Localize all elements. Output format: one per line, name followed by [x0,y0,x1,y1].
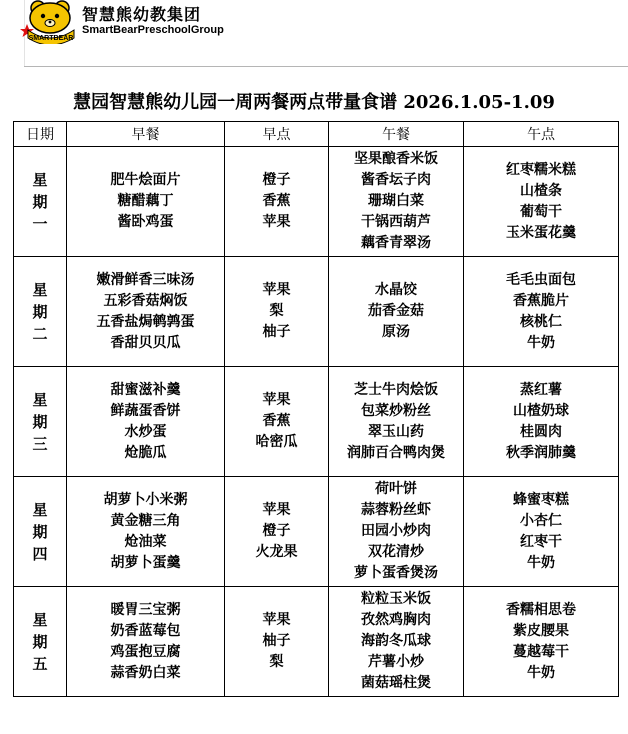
menu-item: 香甜贝贝瓜 [110,334,181,351]
menu-item: 苹果 [262,612,291,628]
menu-item: 润肺百合鸭肉煲 [347,444,445,461]
table-row [14,147,619,257]
breakfast-cell [67,147,225,257]
menu-item: 蒸红薯 [520,381,562,398]
menu-item: 小杏仁 [520,512,562,529]
menu-item: 芹薯小炒 [368,654,424,670]
menu-item: 粒粒玉米饭 [361,591,431,607]
menu-item: 胡萝卜小米粥 [103,491,188,508]
menu-item: 藕香青翠汤 [361,235,431,251]
afternoon-snack-cell [464,257,619,367]
day-label-char: 期 [32,302,48,321]
menu-item: 哈密瓜 [255,434,298,450]
menu-item: 红枣干 [520,533,562,550]
smartbear-logo [18,0,78,44]
menu-item: 茄香金菇 [368,303,424,319]
menu-item: 毛毛虫面包 [506,271,576,288]
menu-item: 奶香蓝莓包 [110,622,181,639]
menu-item: 五彩香菇焖饭 [103,292,188,309]
menu-item: 炝油菜 [124,533,167,550]
menu-item: 蒜蓉粉丝虾 [361,502,431,518]
menu-item: 芝士牛肉烩饭 [354,381,438,398]
breakfast-cell [67,587,225,697]
day-label-char: 星 [32,390,48,409]
morning-snack-cell [225,587,329,697]
menu-item: 酱香坛子肉 [361,172,431,188]
menu-item: 甜蜜滋补羹 [110,381,181,398]
menu-item: 萝卜蛋香煲汤 [354,565,438,581]
lunch-cell [329,367,464,477]
logo-text: SMARTBEAR [28,35,74,42]
menu-item: 香蕉 [262,193,291,209]
menu-item: 红枣糯米糕 [506,161,576,178]
menu-item: 玉米蛋花羹 [506,224,576,241]
menu-item: 葡萄干 [520,203,562,220]
table-row [14,367,619,477]
lunch-cell [329,587,464,697]
menu-item: 秋季润肺羹 [506,444,576,461]
menu-item: 香蕉 [262,413,291,429]
menu-item: 蒜香奶白菜 [110,664,181,681]
breakfast-cell [67,477,225,587]
day-label-char: 期 [32,412,48,431]
header-divider [24,66,628,67]
menu-item: 梨 [269,654,284,670]
menu-item: 橙子 [262,172,291,188]
menu-item: 荷叶饼 [375,481,417,497]
day-label-char: 五 [32,654,48,673]
menu-item: 五香盐焗鹌鹑蛋 [96,313,195,330]
menu-item: 核桃仁 [520,313,562,330]
menu-item: 柚子 [262,324,291,340]
day-label-char: 二 [32,324,48,343]
menu-item: 菌菇瑶柱煲 [361,675,431,691]
header-breakfast: 早餐 [67,122,225,147]
day-cell [14,477,67,587]
table-row [14,477,619,587]
menu-item: 坚果酿香米饭 [354,151,438,167]
menu-item: 嫩滑鲜香三味汤 [96,271,195,288]
menu-item: 苹果 [262,214,291,230]
day-label-char: 期 [32,192,48,211]
header-afternoon-snack: 午点 [464,122,619,147]
afternoon-snack-cell [464,587,619,697]
menu-item: 苹果 [262,282,291,298]
menu-item: 糖醋藕丁 [117,193,174,209]
menu-item: 黄金糖三角 [110,512,181,529]
menu-item: 蜂蜜枣糕 [513,491,569,508]
menu-item: 孜然鸡胸肉 [361,612,431,628]
menu-item: 山楂奶球 [513,402,569,419]
brand-name-english: SmartBearPreschoolGroup [82,24,224,36]
menu-item: 香蕉脆片 [513,292,569,309]
menu-item: 柚子 [262,633,291,649]
afternoon-snack-cell [464,477,619,587]
menu-item: 牛奶 [527,334,555,351]
header-lunch: 午餐 [329,122,464,147]
header-date: 日期 [14,122,67,147]
menu-item: 田园小炒肉 [361,523,431,539]
day-label-char: 期 [32,522,48,541]
menu-item: 原汤 [382,324,410,340]
menu-item: 包菜炒粉丝 [361,402,431,419]
menu-item: 酱卧鸡蛋 [117,214,174,230]
afternoon-snack-cell [464,367,619,477]
menu-item: 苹果 [262,502,291,518]
menu-item: 蔓越莓干 [513,643,569,660]
day-cell [14,147,67,257]
menu-item: 珊瑚白菜 [368,193,424,209]
lunch-cell [329,257,464,367]
menu-item: 牛奶 [527,554,555,571]
lunch-cell [329,477,464,587]
lunch-cell [329,147,464,257]
morning-snack-cell [225,257,329,367]
menu-item: 山楂条 [520,182,562,199]
table-header-row [14,122,619,147]
menu-item: 干锅西葫芦 [361,214,431,230]
day-label-char: 星 [32,610,48,629]
menu-item: 香糯相思卷 [506,601,576,618]
weekly-menu-table [13,121,619,697]
menu-item: 炝脆瓜 [124,444,167,461]
morning-snack-cell [225,147,329,257]
day-label-char: 三 [32,434,48,453]
menu-item: 海韵冬瓜球 [361,633,431,649]
menu-item: 火龙果 [255,544,298,560]
menu-title: 慧园智慧熊幼儿园一周两餐两点带量食谱 2026.1.05-1.09 [73,92,555,113]
header-morning-snack: 早点 [225,122,329,147]
day-cell [14,257,67,367]
day-label-char: 星 [32,500,48,519]
menu-item: 橙子 [262,523,291,539]
menu-item: 胡萝卜蛋羹 [110,554,181,571]
day-cell [14,367,67,477]
menu-item: 鸡蛋抱豆腐 [110,643,181,660]
menu-item: 翠玉山药 [368,423,424,440]
morning-snack-cell [225,477,329,587]
brand-name-chinese: 智慧熊幼教集团 [82,5,202,24]
menu-item: 紫皮腰果 [513,622,569,639]
menu-item: 梨 [269,303,284,319]
menu-item: 牛奶 [527,664,555,681]
day-cell [14,587,67,697]
day-label-char: 期 [32,632,48,651]
menu-item: 水炒蛋 [124,423,167,440]
menu-item: 鲜蔬蛋香饼 [110,402,181,419]
menu-item: 桂圆肉 [520,423,562,440]
menu-item: 暖胃三宝粥 [110,601,181,618]
breakfast-cell [67,367,225,477]
menu-item: 水晶饺 [375,282,417,298]
day-label-char: 星 [32,170,48,189]
morning-snack-cell [225,367,329,477]
table-row [14,257,619,367]
afternoon-snack-cell [464,147,619,257]
menu-item: 苹果 [262,392,291,408]
breakfast-cell [67,257,225,367]
menu-item: 双花清炒 [368,544,424,560]
menu-item: 肥牛烩面片 [110,172,181,188]
day-label-char: 星 [32,280,48,299]
day-label-char: 四 [32,544,48,563]
table-row [14,587,619,697]
day-label-char: 一 [32,214,48,233]
